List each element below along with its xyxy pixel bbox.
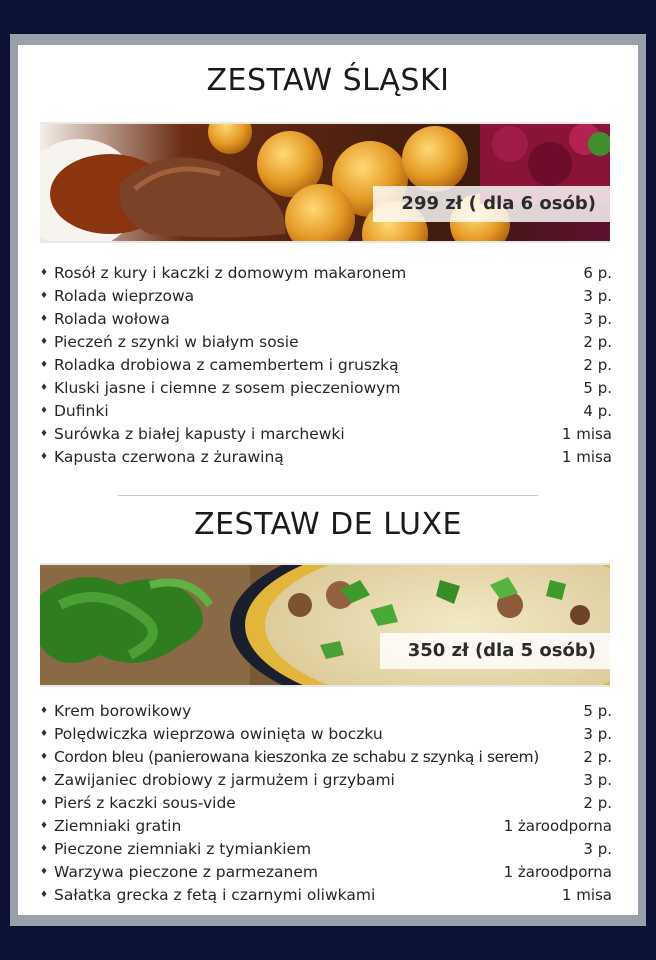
list-item: ♦ Kapusta czerwona z żurawiną 1 misa <box>40 447 612 466</box>
price-label-slaski: 299 zł ( dla 6 osób) <box>373 186 610 222</box>
menu-list-slaski <box>40 261 612 468</box>
bullet-icon: ♦ <box>40 267 49 278</box>
menu-list-deluxe <box>40 699 612 906</box>
bullet-icon: ♦ <box>40 405 49 416</box>
list-item: ♦ Pierś z kaczki sous-vide 2 p. <box>40 793 612 812</box>
bullet-icon: ♦ <box>40 359 49 370</box>
menu-card <box>18 45 638 915</box>
list-item: ♦ Ziemniaki gratin 1 żaroodporna <box>40 816 612 835</box>
bullet-icon: ♦ <box>40 451 49 462</box>
bullet-icon: ♦ <box>40 751 49 762</box>
bullet-icon: ♦ <box>40 866 49 877</box>
section-title-deluxe: ZESTAW DE LUXE <box>194 507 462 542</box>
list-item: ♦ Warzywa pieczone z parmezanem 1 żaroodporna <box>40 862 612 881</box>
list-item: ♦ Rolada wieprzowa 3 p. <box>40 286 612 305</box>
bullet-icon: ♦ <box>40 290 49 301</box>
price-label-deluxe: 350 zł (dla 5 osób) <box>380 633 610 669</box>
list-item: ♦ Pieczeń z szynki w białym sosie 2 p. <box>40 332 612 351</box>
list-item: ♦ Surówka z białej kapusty i marchewki 1 misa <box>40 424 612 443</box>
list-item: ♦ Polędwiczka wieprzowa owinięta w boczku 3 p. <box>40 724 612 743</box>
bullet-icon: ♦ <box>40 313 49 324</box>
section-title-slaski: ZESTAW ŚLĄSKI <box>206 63 450 98</box>
list-item: ♦ Krem borowikowy 5 p. <box>40 701 612 720</box>
list-item: ♦ Zawijaniec drobiowy z jarmużem i grzybami 3 p. <box>40 770 612 789</box>
list-item: ♦ Cordon bleu (panierowana kieszonka ze schabu z szynką i serem) 2 p. <box>40 747 612 766</box>
bullet-icon: ♦ <box>40 843 49 854</box>
food-photo-deluxe <box>40 563 610 687</box>
section-divider <box>118 495 538 496</box>
food-photo-slaski <box>40 122 610 243</box>
bullet-icon: ♦ <box>40 797 49 808</box>
list-item: ♦ Sałatka grecka z fetą i czarnymi oliwkami 1 misa <box>40 885 612 904</box>
bullet-icon: ♦ <box>40 820 49 831</box>
list-item: ♦ Rosół z kury i kaczki z domowym makaronem 6 p. <box>40 263 612 282</box>
bullet-icon: ♦ <box>40 728 49 739</box>
list-item: ♦ Pieczone ziemniaki z tymiankiem 3 p. <box>40 839 612 858</box>
bullet-icon: ♦ <box>40 428 49 439</box>
bullet-icon: ♦ <box>40 774 49 785</box>
roulade-dumplings-image <box>40 124 610 241</box>
bullet-icon: ♦ <box>40 382 49 393</box>
list-item: ♦ Roladka drobiowa z camembertem i gruszką 2 p. <box>40 355 612 374</box>
bullet-icon: ♦ <box>40 705 49 716</box>
list-item: ♦ Rolada wołowa 3 p. <box>40 309 612 328</box>
bullet-icon: ♦ <box>40 336 49 347</box>
list-item: ♦ Kluski jasne i ciemne z sosem pieczeniowym 5 p. <box>40 378 612 397</box>
bullet-icon: ♦ <box>40 889 49 900</box>
list-item: ♦ Dufinki 4 p. <box>40 401 612 420</box>
